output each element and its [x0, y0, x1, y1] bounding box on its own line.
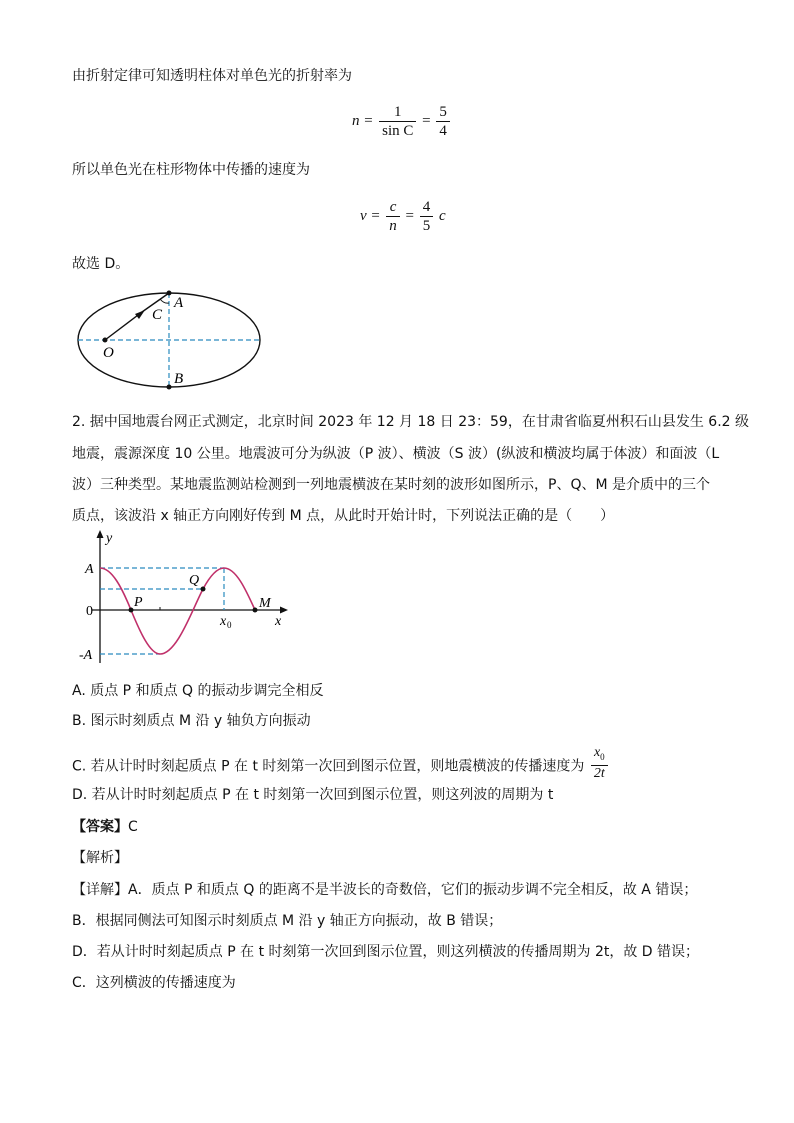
- ray-line-1: [105, 312, 142, 340]
- eq2-tail: c: [439, 207, 446, 224]
- question-line-4: 质点，该波沿 x 轴正方向刚好传到 M 点，从此时开始计时，下列说法正确的是（ ）: [72, 508, 615, 524]
- label-amplitude: A: [85, 562, 94, 577]
- eq1-num: 1: [379, 103, 416, 122]
- eq2-den2: 5: [422, 218, 431, 234]
- ellipse-diagram: [72, 285, 272, 395]
- question-line-2: 地震，震源深度 10 公里。地震波可分为纵波（P 波）、横波（S 波）(纵波和横波均属于体波）和面波（L: [72, 446, 720, 462]
- wave-diagram: [72, 528, 302, 668]
- option-c-text: C. 若从计时时刻起质点 P 在 t 时刻第一次回到图示位置，则地震横波的传播速度为: [72, 758, 585, 775]
- y-axis-arrow: [97, 530, 104, 538]
- point-a: [167, 291, 172, 296]
- answer-line: [72, 817, 138, 837]
- eq2-fraction-1: [386, 198, 400, 235]
- answer-label: 【答案】: [72, 819, 128, 835]
- analysis-line-1: 【详解】A．质点 P 和质点 Q 的距离不是半波长的奇数倍，它们的振动步调不完全相反，故 A 错误；: [72, 882, 698, 898]
- eq1-den2: 4: [439, 123, 447, 139]
- angle-arc: [160, 299, 169, 303]
- label-a: A: [174, 295, 184, 311]
- eq1-den: sin C: [382, 123, 414, 139]
- eq1-lhs: n =: [352, 112, 374, 129]
- eq2-num: c: [386, 198, 400, 217]
- analysis-line-3: D．若从计时时刻起质点 P 在 t 时刻第一次回到图示位置，则这列横波的传播周期为 2t，故 D 错误；: [72, 944, 700, 960]
- eq1-equals: =: [422, 112, 431, 129]
- answer-value: C: [128, 819, 138, 835]
- intro-line-1: 由折射定律可知透明柱体对单色光的折射率为: [72, 68, 352, 84]
- option-c-frac-den: 2t: [593, 765, 605, 781]
- intro-line-3: 故选 D。: [72, 256, 130, 272]
- eq1-num2: 5: [436, 103, 450, 122]
- eq1-fraction-2: [436, 103, 450, 140]
- wave-curve: [100, 568, 255, 654]
- intro-line-2: 所以单色光在柱形物体中传播的速度为: [72, 162, 310, 178]
- label-m: M: [259, 596, 271, 611]
- label-x0-subscript: 0: [227, 620, 232, 630]
- point-m: [253, 608, 258, 613]
- label-x: x: [275, 614, 282, 629]
- label-zero: 0: [86, 604, 93, 619]
- point-b: [167, 385, 172, 390]
- question-line-3: 波）三种类型。某地震监测站检测到一列地震横波在某时刻的波形如图所示，P、Q、M 是介质中的三个: [72, 477, 710, 493]
- point-p: [129, 608, 134, 613]
- analysis-line-2: B．根据同侧法可知图示时刻质点 M 沿 y 轴正方向振动，故 B 错误；: [72, 913, 503, 929]
- label-x0: x: [220, 614, 227, 629]
- equation-speed: [360, 198, 446, 235]
- label-o: O: [103, 345, 114, 361]
- eq2-num2: 4: [420, 198, 434, 217]
- equation-refractive-index: [352, 103, 452, 140]
- option-c-fraction: [591, 745, 608, 782]
- label-c: C: [152, 307, 163, 323]
- option-c-frac-num-sub: 0: [600, 751, 605, 762]
- question-line-1: 2. 据中国地震台网正式测定，北京时间 2023 年 12 月 18 日 23：59，在甘肃省临夏州积石山县发生 6.2 级: [72, 414, 750, 430]
- eq2-lhs: v =: [360, 207, 381, 224]
- point-q: [201, 587, 206, 592]
- label-neg-amplitude: -A: [79, 648, 93, 663]
- eq2-den: n: [389, 218, 397, 234]
- option-b: B. 图示时刻质点 M 沿 y 轴负方向振动: [72, 713, 311, 729]
- x-axis-arrow: [280, 607, 288, 614]
- label-y: y: [106, 531, 113, 546]
- option-c-frac-num: [591, 745, 608, 766]
- option-c: [72, 745, 610, 785]
- analysis-line-4: C．这列横波的传播速度为: [72, 975, 236, 991]
- point-o: [103, 338, 108, 343]
- eq2-fraction-2: [420, 198, 434, 235]
- label-q: Q: [189, 573, 200, 588]
- label-b: B: [174, 371, 184, 387]
- option-a: A. 质点 P 和质点 Q 的振动步调完全相反: [72, 683, 324, 699]
- option-c-frac-num-x: x: [593, 745, 601, 760]
- eq2-equals: =: [405, 207, 414, 224]
- eq1-fraction-1: [379, 103, 416, 140]
- option-d: D. 若从计时时刻起质点 P 在 t 时刻第一次回到图示位置，则这列波的周期为 t: [72, 787, 554, 803]
- label-p: P: [134, 595, 143, 610]
- analysis-label: 【解析】: [72, 850, 128, 866]
